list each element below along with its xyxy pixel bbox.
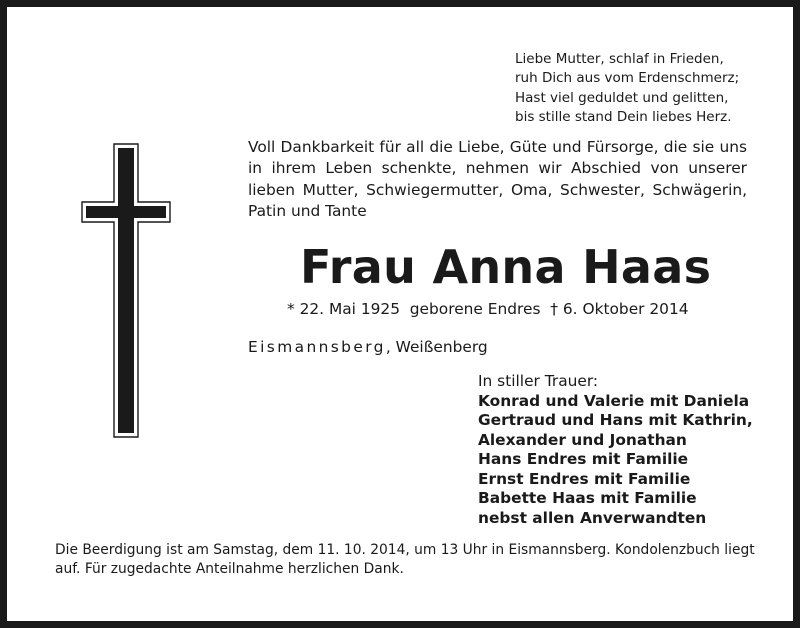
mourner-line: Hans Endres mit Familie (478, 450, 689, 469)
place-rest: , Weißenberg (385, 338, 488, 356)
funeral-notice: Die Beerdigung ist am Samstag, dem 11. 10. 2014, um 13 Uhr in Eismannsberg. Kondolenzbuch liegt auf. Für zugedachte Anteilnahme herzlichen Dank. (55, 542, 755, 578)
mourner-line: Babette Haas mit Familie (478, 489, 697, 508)
poem-line: Hast viel geduldet und gelitten, (515, 89, 729, 106)
poem (515, 50, 785, 128)
mourner-line: Konrad und Valerie mit Daniela (478, 391, 750, 410)
life-dates: * 22. Mai 1925 geborene Endres † 6. Oktober 2014 (287, 300, 689, 318)
place-town: Eismannsberg (248, 338, 386, 356)
poem-line: Liebe Mutter, schlaf in Frieden, (515, 51, 724, 67)
mourners-block (478, 372, 778, 529)
mourners-heading: In stiller Trauer: (478, 372, 599, 390)
mourner-line: Gertraud und Hans mit Kathrin, (478, 411, 753, 430)
deceased-name: Frau Anna Haas (300, 240, 712, 294)
mourner-line: Ernst Endres mit Familie (478, 469, 691, 488)
place (248, 336, 488, 358)
cross-icon (81, 143, 171, 438)
poem-line: bis stille stand Dein liebes Herz. (515, 109, 732, 126)
intro-text: Voll Dankbarkeit für all die Liebe, Güte und Fürsorge, die sie uns in ihrem Leben schenkte, nehmen wir Abschied von unserer lieben Mutter, Schwiegermutter, Oma, Schwester, Schwägerin, Patin und Tante (248, 138, 747, 220)
poem-line: ruh Dich aus vom Erdenschmerz; (515, 70, 740, 87)
mourner-line: Alexander und Jonathan (478, 430, 687, 449)
mourner-line: nebst allen Anverwandten (478, 509, 707, 528)
